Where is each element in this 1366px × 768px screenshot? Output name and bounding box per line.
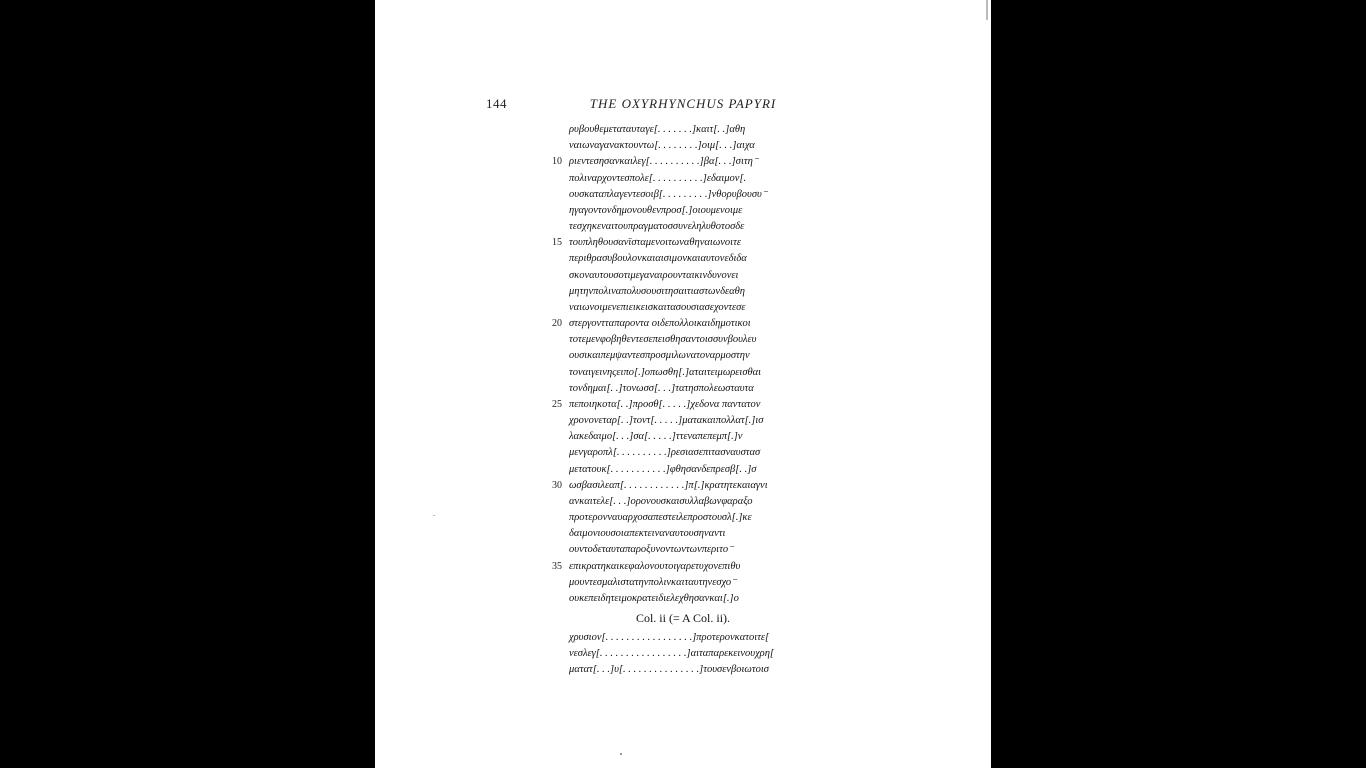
- text-line: [375, 219, 991, 235]
- greek-text: μετατουκ[. . . . . . . . . . .]φθησανδεπρεσβ[. .]σ: [569, 463, 757, 475]
- greek-text: μενγαροπλ[. . . . . . . . . .]ρεσιασεπιτασναυστασ: [569, 447, 761, 459]
- greek-text: πεποιηκοτα[. .]προσθ[. . . . .]χεδονα παντατον: [569, 398, 761, 410]
- greek-text: ναιωναγανακτουντω[. . . . . . . .]οιμ[. . .]αιχα: [569, 140, 755, 152]
- text-line: [375, 187, 991, 203]
- text-line: [375, 251, 991, 267]
- greek-text: ανκαιτελε[. . .]ορονουσκαισυλλαβωνφαραξο: [569, 495, 753, 507]
- greek-text: τουπληθουσανϊσταμενοιτωναθηναιωνοιτε: [569, 237, 741, 249]
- greek-text: χρυσιον[. . . . . . . . . . . . . . . . .]προτερονκατοιτε[: [569, 632, 770, 643]
- text-line: [375, 122, 991, 138]
- greek-text: επικρατηκαικεφαλονουτοιγαρετυχονεπιθυ: [569, 560, 741, 572]
- greek-text: προτερονναυαρχοσαπεστειλεπροστουσλ[.]κε: [569, 512, 752, 524]
- text-line: [375, 300, 991, 316]
- greek-text: τοναιγεινηςειπο[.]οπωσθη[.]αταιτειμωρεισθαι: [569, 366, 762, 378]
- greek-text: σκοναυτουσοτιμεγαναιρουνταικινδυνονει: [569, 269, 739, 281]
- greek-text: περιθρασυβουλονκαιαισιμονκαιαυτονεδιδα: [569, 253, 747, 265]
- line-number: 35: [552, 560, 562, 572]
- text-line: [375, 332, 991, 348]
- greek-text: χρονονεταρ[. .]τοντ[. . . . .]ματακαιπολλατ[.]ισ: [569, 415, 764, 427]
- text-line: [375, 662, 991, 678]
- text-line: [375, 397, 991, 413]
- text-line: [375, 630, 991, 646]
- text-line: [375, 154, 991, 170]
- text-line: [375, 316, 991, 332]
- text-line: [375, 171, 991, 187]
- scan-edge-mark: [986, 0, 988, 20]
- text-line: [375, 462, 991, 478]
- column-1-text: [375, 122, 991, 607]
- line-number: 30: [552, 479, 562, 491]
- greek-text: ουσικαιπεμψαντεσπροσμιλωνατοναρμοστην: [569, 350, 750, 362]
- text-line: [375, 591, 991, 607]
- greek-text: νεσλεγ[. . . . . . . . . . . . . . . . .]αιταπαρεκεινουχρη[: [569, 648, 775, 660]
- text-line: [375, 526, 991, 542]
- greek-text: ναιωνοιμενεπιεικεισκαιτασουσιασεχοντεσε: [569, 301, 746, 313]
- text-line: [375, 348, 991, 364]
- text-line: [375, 542, 991, 558]
- text-line: [375, 510, 991, 526]
- text-line: [375, 138, 991, 154]
- text-line: [375, 268, 991, 284]
- greek-text: τεσχηκεναιτουπραγματοσσυνεληλυθοτοσδε: [569, 221, 745, 233]
- text-line: [375, 445, 991, 461]
- greek-text: μουντεσμαλιστατηνπολινκαιταυτηνεσχο⁻: [569, 576, 737, 588]
- page-number: 144: [486, 96, 507, 111]
- greek-text: τονδημαι[. .]τονωσσ[. . .]τατησπολεωσταυτα: [569, 382, 754, 394]
- text-line: [375, 365, 991, 381]
- greek-text: ρυβουθεμεταταυταγε[. . . . . . .]καιτ[. .]αθη: [569, 124, 746, 135]
- greek-text: πολιναρχοντεσπολε[. . . . . . . . . .]εδαιμον[.: [569, 172, 747, 184]
- text-line: [375, 494, 991, 510]
- text-line: [375, 575, 991, 591]
- text-line: [375, 284, 991, 300]
- line-number: 10: [552, 156, 562, 168]
- greek-text: ουντοδεταυταπαροξυνοντωντωνπεριτο⁻: [569, 544, 734, 556]
- greek-text: ουσκαταπλαγεντεσοιβ[. . . . . . . . .]νθορυβουσυ⁻: [569, 188, 768, 200]
- document-page: [375, 0, 991, 768]
- column-2-heading: Col. ii (= A Col. ii).: [635, 611, 731, 625]
- line-number: 25: [552, 398, 562, 410]
- greek-text: ματατ[. . .]υ[. . . . . . . . . . . . . . .]τουσενβοιωτοισ: [569, 664, 769, 676]
- scan-speck: [620, 753, 622, 755]
- greek-text: ουκεπειδητειμοκρατειδιελεχθησανκαι[.]ο: [569, 592, 739, 604]
- greek-text: δαιμονιουσοιαπεκτειναναυτουσηναντι: [569, 528, 726, 540]
- page-header: [375, 96, 991, 112]
- text-line: [375, 429, 991, 445]
- text-line: [375, 381, 991, 397]
- text-line: [375, 646, 991, 662]
- text-line: [375, 235, 991, 251]
- scan-speck: [433, 515, 435, 516]
- greek-text: ριεντεσησανκαιλεγ[. . . . . . . . . .]βα[. . .]σιτη⁻: [569, 156, 759, 168]
- text-line: [375, 478, 991, 494]
- line-number: 15: [552, 237, 562, 249]
- column-2-text: [375, 630, 991, 679]
- greek-text: μητηνπολιναπολυσουσιτησαιτιαστωνδεαθη: [569, 285, 745, 297]
- text-line: [375, 413, 991, 429]
- greek-text: λακεδαιμο[. . .]σα[. . . . .]ττεναπεπεμπ[.]ν: [569, 431, 743, 443]
- greek-text: ωσβασιλεαπ[. . . . . . . . . . . .]π[.]κρατητεκαιαγνι: [569, 479, 768, 491]
- greek-text: στεργοντταπαροντα οιδεπολλοικαιδημοτικοι: [569, 318, 751, 330]
- greek-text: ηγαγοντονδημονουθενπροσ[.]οιουμενοιμε: [569, 204, 743, 216]
- text-line: [375, 203, 991, 219]
- running-title: THE OXYRHYNCHUS PAPYRI: [589, 96, 777, 111]
- greek-text: τοτεμενφοβηθεντεσεπεισθησαντοισσυνβουλευ: [569, 334, 757, 346]
- line-number: 20: [552, 318, 562, 330]
- text-line: [375, 559, 991, 575]
